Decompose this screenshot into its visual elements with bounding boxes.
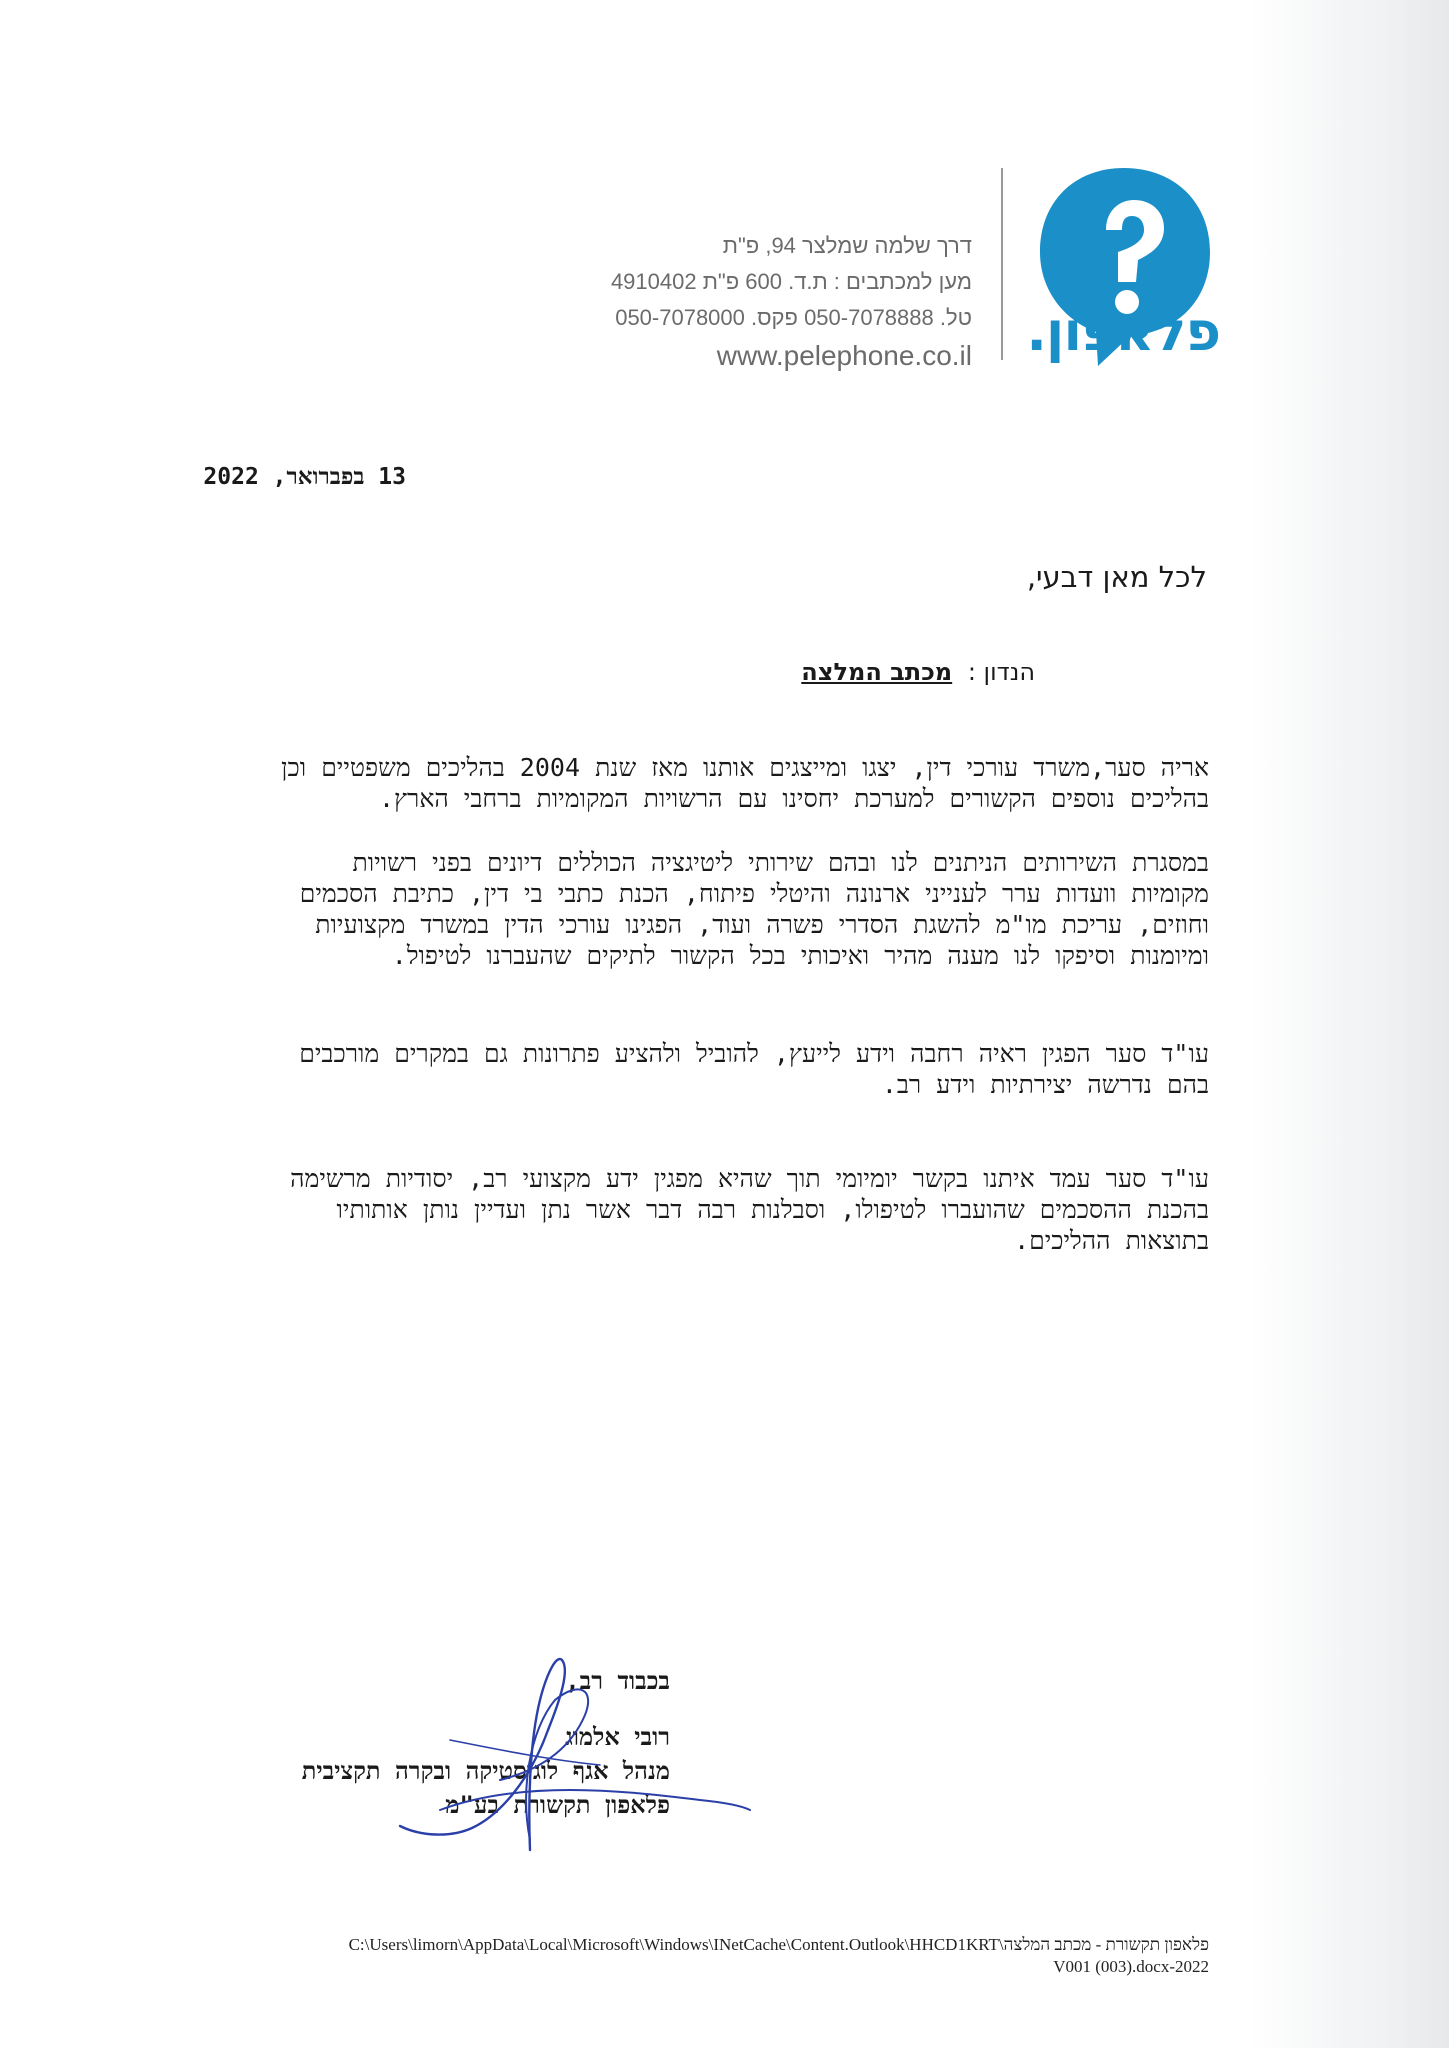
paragraph-line: וחוזים, עריכת מו"מ להשגת הסדרי פשרה ועוד, הפגינו עורכי הדין במשרד מקצועיות bbox=[315, 910, 1209, 939]
salutation: לכל מאן דבעי, bbox=[1026, 560, 1207, 594]
paragraph-line: אריה סער,משרד עורכי דין, יצגו ומייצגים אותנו מאז שנת 2004 בהליכים משפטיים וכן bbox=[281, 753, 1209, 782]
logo-wordmark: פלאפון. bbox=[1026, 300, 1220, 363]
letterhead-address bbox=[611, 228, 972, 376]
paragraph-line: ומיומנות וסיפקו לנו מענה מהיר ואיכותי בכל הקשור לתיקים שהעברנו לטיפול. bbox=[391, 941, 1209, 970]
paragraph-line: עו"ד סער עמד איתנו בקשר יומיומי תוך שהיא מפגין ידע מקצועי רב, יסודיות מרשימה bbox=[290, 1164, 1209, 1193]
mail-address-line: מען למכתבים : ת.ד. 600 פ"ת 4910402 bbox=[610, 269, 972, 294]
paragraph-line: מקומיות וועדות ערר לענייני ארנונה והיטלי פיתוח, הכנת כתבי בי דין, כתיבת הסכמים bbox=[299, 879, 1209, 908]
closing-line: בכבוד רב, bbox=[565, 1667, 670, 1695]
signer-title: מנהל אגף לוגיסטיקה ובקרה תקציבית bbox=[301, 1757, 670, 1785]
body-paragraph-4 bbox=[168, 1163, 1209, 1256]
signer-company: פלאפון תקשורת בע"מ bbox=[445, 1791, 670, 1819]
paragraph-line: בהכנת ההסכמים שהועברו לטיפולו, וסבלנות רבה דבר אשר נתן ועדיין נותן אותותיו bbox=[336, 1195, 1209, 1224]
phone-fax-line: טל. 050-7078888 פקס. 050-7078000 bbox=[615, 305, 972, 330]
body-paragraph-2 bbox=[168, 847, 1209, 971]
paragraph-line: עו"ד סער הפגין ראיה רחבה וידע לייעץ, להוביל ולהציע פתרונות גם במקרים מורכבים bbox=[299, 1039, 1209, 1068]
body-paragraph-1 bbox=[168, 752, 1209, 814]
file-path-line-1: C:\Users\limorn\AppData\Local\Microsoft\Windows\INetCache\Content.Outlook\HHCD1KRT\פלאפון תקשורת - מכתב המלצה bbox=[348, 1935, 1209, 1954]
paragraph-line: במסגרת השירותים הניתנים לנו ובהם שירותי ליטיגציה הכוללים דיונים בפני רשויות bbox=[352, 848, 1209, 877]
page-edge-shadow bbox=[1249, 0, 1449, 2048]
letterhead-divider bbox=[1001, 168, 1003, 360]
paragraph-line: בהליכים נוספים הקשורים למערכת יחסינו עם הרשויות המקומיות ברחבי הארץ. bbox=[378, 784, 1209, 813]
address-line: דרך שלמה שמלצר 94, פ"ת bbox=[722, 233, 972, 258]
letter-date: 13 בפברואר, 2022 bbox=[203, 464, 406, 490]
subject-line bbox=[801, 658, 1035, 686]
file-path-line-2: V001 (003).docx-2022 bbox=[1053, 1957, 1209, 1976]
paragraph-line: בהם נדרשה יצירתיות וידע רב. bbox=[881, 1070, 1209, 1099]
file-path-footer bbox=[186, 1934, 1209, 1978]
subject-label: הנדון : bbox=[967, 658, 1035, 686]
handwritten-signature bbox=[380, 1640, 760, 1860]
signer-name: רובי אלמוג bbox=[564, 1723, 670, 1751]
website-line: www.pelephone.co.il bbox=[716, 340, 972, 371]
body-paragraph-3 bbox=[168, 1038, 1209, 1100]
paragraph-line: בתוצאות ההליכים. bbox=[1014, 1226, 1209, 1255]
subject-text: מכתב המלצה bbox=[801, 658, 953, 686]
